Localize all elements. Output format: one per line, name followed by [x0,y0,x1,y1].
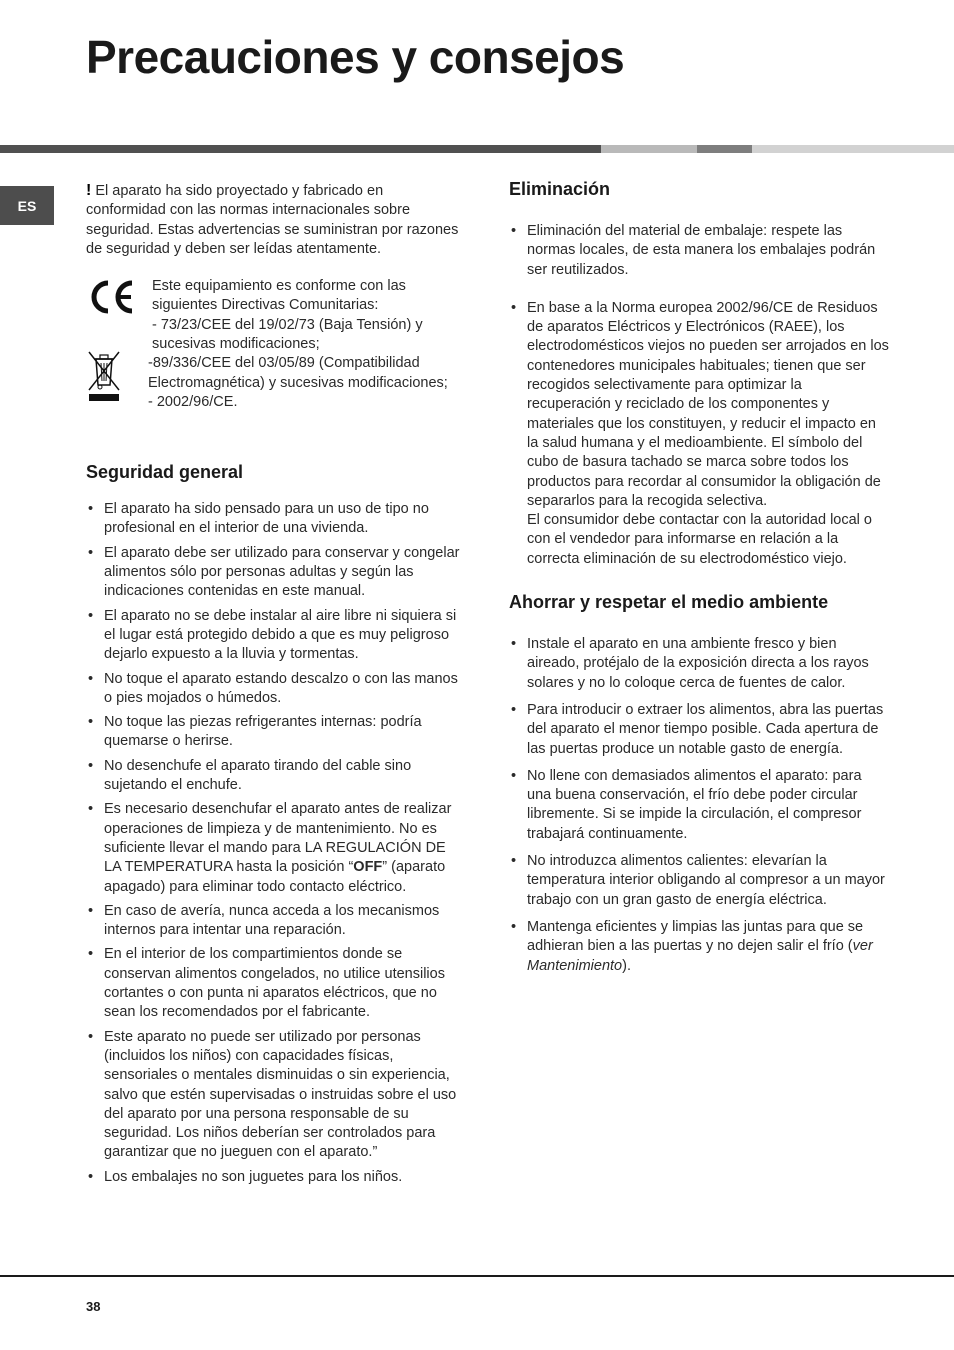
section-heading-ahorrar: Ahorrar y respetar el medio ambiente [509,592,829,613]
footer-rule [0,1275,954,1277]
crossed-bin-icon [86,349,122,403]
list-item: • El aparato debe ser utilizado para conservar y congelar alimentos sólo por personas adultas y según las indicaciones contenidas en este manual. [86,544,466,602]
directives-block [86,277,466,427]
seguridad-list [86,500,466,1187]
list-item: • No introduzca alimentos calientes: elevarían la temperatura interior obligando al compresor a un mayor trabajo con un gran gasto de energía eléctrica. [509,852,889,910]
list-item: • En caso de avería, nunca acceda a los mecanismos internos para intentar una reparación. [86,902,466,941]
ahorrar-list [509,635,889,976]
directives-line: -89/336/CEE del 03/05/89 (Compatibilidad Electromagnética) y sucesivas modificaciones; [148,355,448,391]
off-label: OFF [353,859,383,876]
list-item-text: Es necesario desenchufar el aparato antes de realizar operaciones de limpieza y de mantenimiento. No es suficiente llevar el mando para LA REGULACIÓN DE LA TEMPERATURA hasta la posición “ [104,801,452,876]
list-item [509,299,889,569]
left-column [86,181,466,1192]
page-number: 38 [86,1299,101,1314]
ce-mark-icon [86,277,138,317]
directives-line: - 73/23/CEE del 19/02/73 (Baja Tensión) y sucesivas modificaciones; [152,316,423,353]
header-rule-light [601,145,697,153]
list-item: • El aparato no se debe instalar al aire libre ni siquiera si el lugar está protegido debido a que es muy peligroso dejarlo expuesto a la lluvia y tormentas. [86,607,466,665]
list-item: • En el interior de los compartimientos donde se conservan alimentos congelados, no utilice utensilios cortantes o con punta ni aparatos eléctricos, que no sean los recomendados por el fabricante. [86,945,466,1022]
list-item: • Instale el aparato en una ambiente fresco y bien aireado, protéjalo de la exposición directa a los rayos solares y no lo coloque cerca de fuentes de calor. [509,635,889,693]
list-item: • No llene con demasiados alimentos el aparato: para una buena conservación, el frío debe poder circular libremente. Si se impide la circulación, el compresor trabajará continuamente. [509,767,889,844]
intro-text: El aparato ha sido proyectado y fabricado en conformidad con las normas internacionales sobre seguridad. Estas advertencias se suministran por razones de seguridad y deben ser leídas atentamente. [86,183,459,257]
list-item-text: En base a la Norma europea 2002/96/CE de Residuos de aparatos Eléctricos y Electrónicos (RAEE), los electrodomésticos viejos no pueden ser arrojados en los contenedores municipales habituales; tienen que ser recogidos selectivamente para optimizar la recuperación y reciclado de los componentes y materiales que los constituyen, y reducir el impacto en la salud humana y el medioambiente. El símbolo del cubo de basura tachado se marca sobre todos los productos para recordar al consumidor la obligación de separarlos para la recogida selectiva. [527,299,889,509]
list-item: • No desenchufe el aparato tirando del cable sino sujetando el enchufe. [86,757,466,796]
header-rule-dark [0,145,601,153]
section-heading-eliminacion: Eliminación [509,179,611,199]
list-item: • No toque las piezas refrigerantes internas: podría quemarse o herirse. [86,713,466,752]
eliminacion-list [509,222,889,569]
list-item-text: ). [622,957,631,974]
section-heading-seguridad: Seguridad general [86,462,244,483]
header-rule-pale [752,145,954,153]
cross-reference: ver Mantenimiento [527,938,873,974]
list-item-text: El consumidor debe contactar con la autoridad local o con el vendedor para informarse en relación a la correcta eliminación de su electrodoméstico viejo. [527,512,872,567]
list-item: • Los embalajes no son juguetes para los niños. [86,1168,466,1187]
directives-line: Este equipamiento es conforme con las siguientes Directivas Comunitarias: [152,278,406,314]
list-item: • El aparato ha sido pensado para un uso de tipo no profesional en el interior de una vivienda. [86,500,466,539]
warning-mark: ! [86,182,92,199]
list-item: • Para introducir o extraer los alimentos, abra las puertas del aparato el menor tiempo posible. Cada apertura de las puertas produce un notable gasto de energía. [509,701,889,759]
list-item [86,800,466,896]
list-item-text: ” (aparato apagado) para eliminar todo contacto eléctrico. [104,859,446,895]
directives-line: - 2002/96/CE. [148,393,238,410]
page-title: Precauciones y consejos [86,31,625,83]
list-item: • Eliminación del material de embalaje: respete las normas locales, de esta manera los embalajes podrán ser reutilizados. [509,222,889,280]
list-item: • No toque el aparato estando descalzo o con las manos o pies mojados o húmedos. [86,670,466,709]
list-item [509,918,889,976]
header-rule-mid [697,145,752,153]
list-item: • Este aparato no puede ser utilizado por personas (incluidos los niños) con capacidades físicas, sensoriales o mentales disminuidas o sin experiencia, salvo que estén supervisadas o instruidas sobre el uso del aparato por una persona responsable de su seguridad. Los niños deberían ser controlados para garantizar que no jueguen con el aparato.” [86,1028,466,1163]
intro-paragraph [86,181,466,259]
list-item-text: Mantenga eficientes y limpias las juntas para que se adhieran bien a las puertas y no dejen salir el frío ( [527,918,864,955]
right-column [509,178,889,984]
language-tab: ES [0,186,54,225]
directives-text [148,277,468,412]
